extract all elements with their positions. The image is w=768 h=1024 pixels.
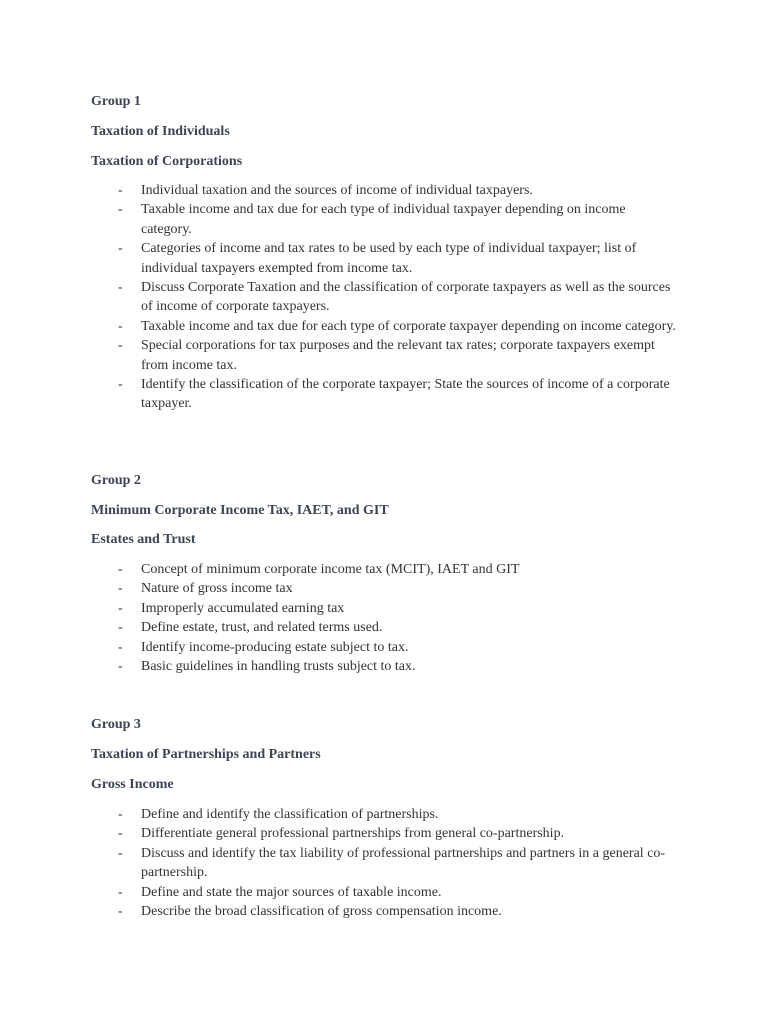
list-item: [0, 844, 676, 883]
group-2-bullet-list: [0, 560, 676, 676]
bullet-marker: -: [118, 845, 123, 861]
group-1-title: Group 1: [91, 94, 141, 109]
list-item: [0, 824, 676, 843]
list-item: [0, 317, 676, 336]
list-item-text: Individual taxation and the sources of income of individual taxpayers.: [141, 183, 533, 198]
list-item-text: Categories of income and tax rates to be used by each type of individual taxpayer; list of individual taxpayers exempted from income tax.: [141, 241, 637, 276]
bullet-marker: -: [118, 280, 123, 296]
list-item-text: Differentiate general professional partnerships from general co-partnership.: [141, 826, 565, 842]
list-item: [0, 560, 676, 579]
list-item-text: Taxable income and tax due for each type of individual taxpayer depending on income category.: [141, 202, 626, 237]
bullet-marker: -: [118, 377, 123, 393]
bullet-marker: -: [118, 183, 123, 198]
group-2-topic-1: Minimum Corporate Income Tax, IAET, and GIT: [91, 503, 389, 518]
list-item: [0, 805, 676, 824]
bullet-marker: -: [118, 904, 123, 920]
group-3-bullet-list: [0, 805, 676, 921]
group-3-title: Group 3: [91, 717, 141, 732]
group-3-topic-1: Taxation of Partnerships and Partners: [91, 747, 321, 762]
list-item-text: Discuss Corporate Taxation and the classification of corporate taxpayers as well as the sources of income of corporate taxpayers.: [141, 280, 671, 315]
list-item-text: Describe the broad classification of gross compensation income.: [141, 904, 502, 920]
list-item: [0, 181, 676, 200]
bullet-marker: -: [118, 562, 123, 577]
list-item: [0, 200, 676, 239]
list-item: [0, 239, 676, 278]
list-item-text: Special corporations for tax purposes and the relevant tax rates; corporate taxpayers exempt from income tax.: [141, 338, 655, 373]
bullet-marker: -: [118, 826, 123, 842]
list-item: [0, 618, 676, 637]
list-item-text: Discuss and identify the tax liability of professional partnerships and partners in a general co-partnership.: [141, 845, 666, 881]
bullet-marker: -: [118, 581, 123, 597]
group-1-topic-2: Taxation of Corporations: [91, 154, 243, 169]
bullet-marker: -: [118, 202, 123, 218]
list-item-text: Nature of gross income tax: [141, 581, 293, 597]
group-2-topic-2: Estates and Trust: [91, 532, 196, 547]
list-item: [0, 657, 676, 676]
list-item: [0, 638, 676, 657]
list-item-text: Improperly accumulated earning tax: [141, 600, 345, 616]
list-item-text: Taxable income and tax due for each type of corporate taxpayer depending on income category.: [141, 318, 676, 334]
list-item-text: Basic guidelines in handling trusts subject to tax.: [141, 659, 416, 675]
list-item: [0, 375, 676, 414]
bullet-marker: -: [118, 600, 123, 616]
list-item: [0, 336, 676, 375]
bullet-marker: -: [118, 884, 123, 900]
list-item-text: Define and state the major sources of taxable income.: [141, 884, 442, 900]
list-item: [0, 599, 676, 618]
group-2-title: Group 2: [91, 473, 141, 488]
list-item-text: Define estate, trust, and related terms used.: [141, 620, 383, 636]
group-1-bullet-list: [0, 181, 676, 414]
list-item-text: Concept of minimum corporate income tax (MCIT), IAET and GIT: [141, 562, 520, 577]
group-1-topic-1: Taxation of Individuals: [91, 124, 230, 139]
bullet-marker: -: [118, 241, 123, 257]
bullet-marker: -: [118, 620, 123, 636]
bullet-marker: -: [118, 338, 123, 354]
list-item: [0, 579, 676, 598]
list-item: [0, 278, 676, 317]
bullet-marker: -: [118, 318, 123, 334]
group-3-topic-2: Gross Income: [91, 777, 174, 792]
list-item: [0, 902, 676, 921]
list-item-text: Identify income-producing estate subject to tax.: [141, 639, 409, 655]
bullet-marker: -: [118, 807, 123, 822]
bullet-marker: -: [118, 659, 123, 675]
list-item-text: Identify the classification of the corporate taxpayer; State the sources of income of a corporate taxpayer.: [141, 377, 670, 412]
list-item: [0, 883, 676, 902]
bullet-marker: -: [118, 639, 123, 655]
list-item-text: Define and identify the classification of partnerships.: [141, 807, 439, 822]
